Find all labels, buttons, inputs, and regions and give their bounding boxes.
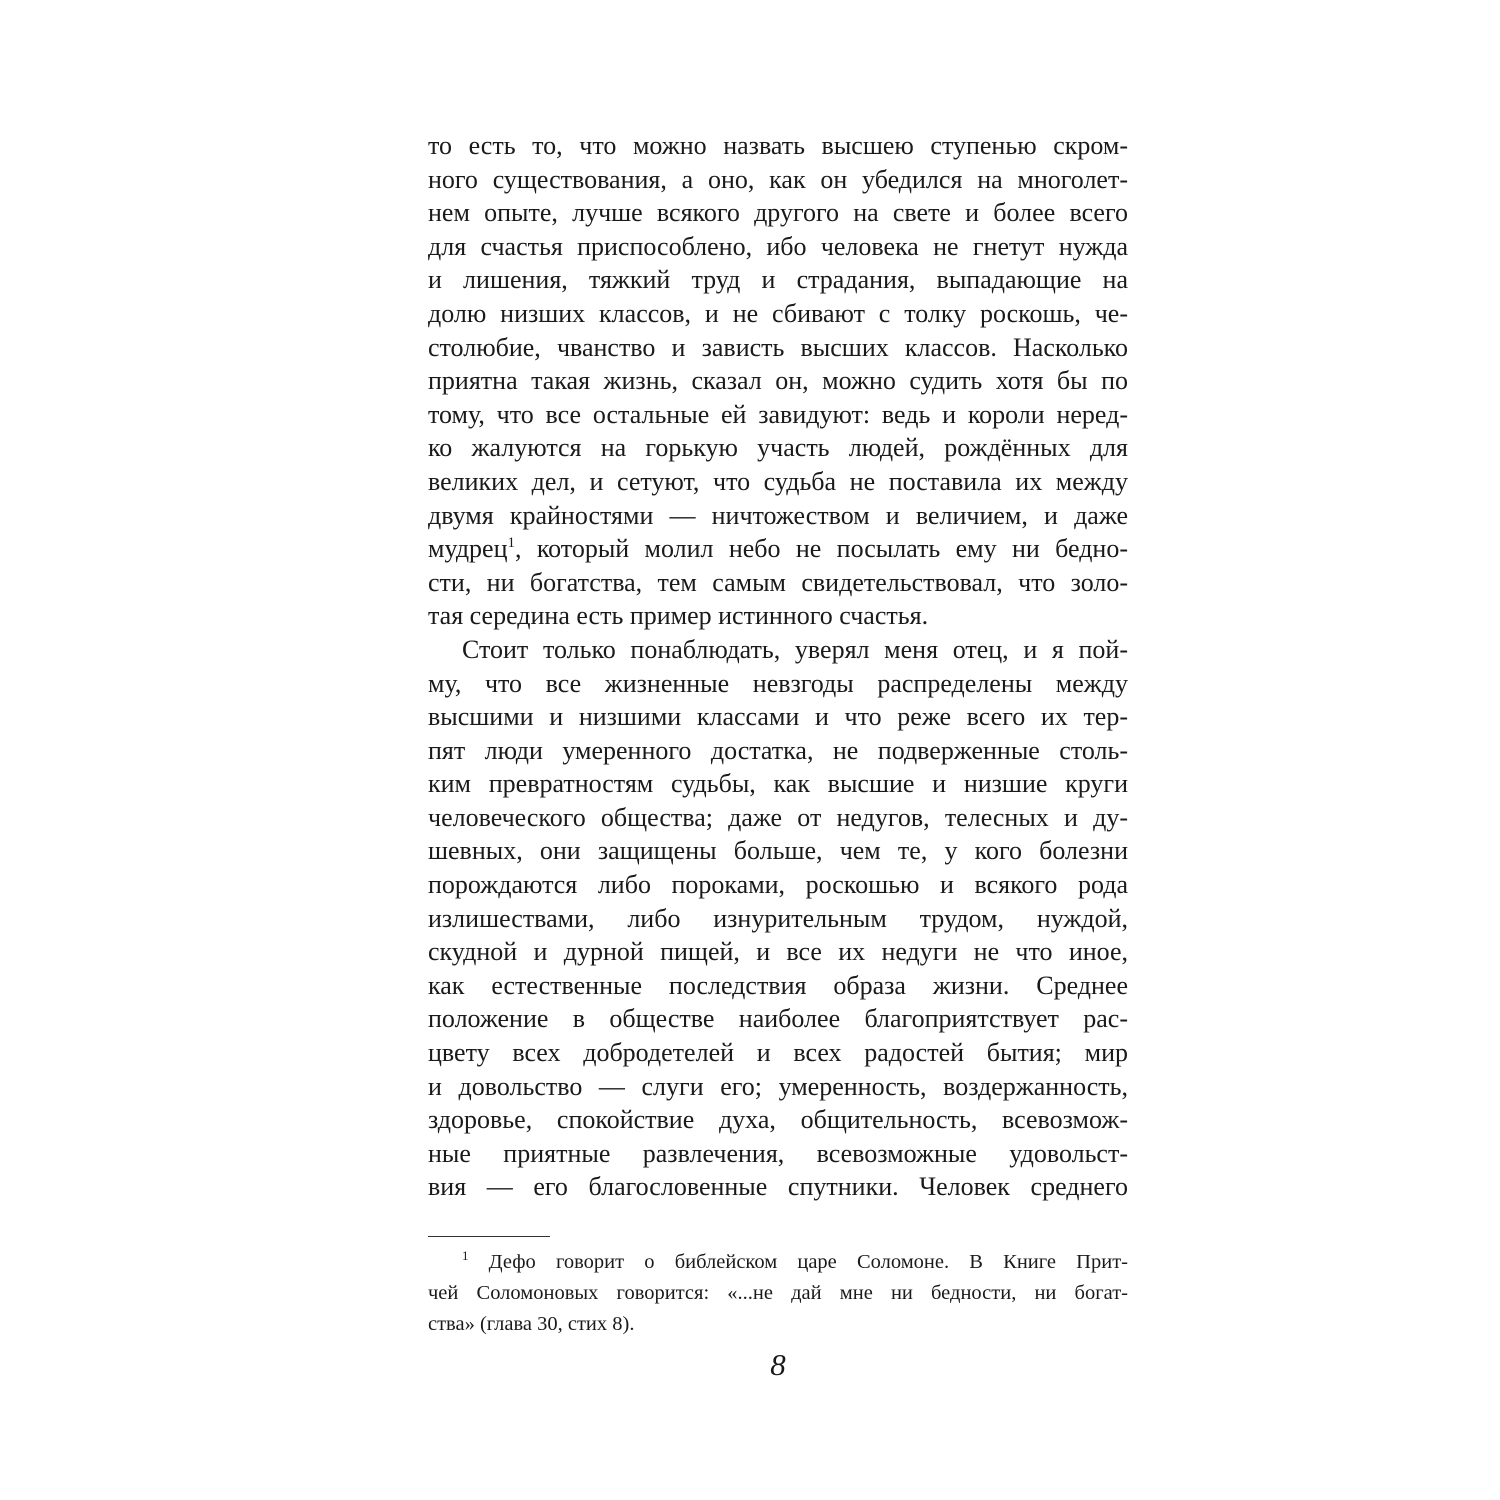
text-line: му, что все жизненные невзгоды распределены между — [428, 668, 1128, 698]
text-line: как естественные последствия образа жизни. Среднее — [428, 970, 1128, 1000]
page-number: 8 — [770, 1347, 786, 1382]
text-line: долю низших классов, и не сбивают с толку роскошь, че- — [428, 298, 1128, 328]
text-line: порождаются либо пороками, роскошью и всякого рода — [428, 870, 1128, 900]
text-line: нем опыте, лучше всякого другого на свете и более всего — [428, 198, 1128, 228]
footnote-line: ства» (глава 30, стих 8). — [428, 1313, 635, 1335]
footnote-text: Дефо говорит о библейском царе Соломоне. В Книге Прит- — [468, 1251, 1128, 1273]
text-line: и довольство — слуги его; умеренность, воздержанность, — [428, 1071, 1128, 1101]
text-line: сти, ни богатства, тем самым свидетельствовал, что золо- — [428, 567, 1128, 597]
text-line-with-footnote — [428, 532, 1128, 566]
text-line: и лишения, тяжкий труд и страдания, выпадающие на — [428, 265, 1128, 295]
main-text — [428, 129, 1128, 1204]
footnote-line — [428, 1247, 1128, 1278]
text-line: ного существования, а оно, как он убедился на многолет- — [428, 164, 1128, 194]
text-line: положение в обществе наиболее благоприятствует рас- — [428, 1004, 1128, 1034]
text-line: ко жалуются на горькую участь людей, рождённых для — [428, 433, 1128, 463]
text-line: двумя крайностями — ничтожеством и величием, и даже — [428, 500, 1128, 530]
text-line: вия — его благословенные спутники. Человек среднего — [428, 1172, 1128, 1202]
text-line: шевных, они защищены больше, чем те, у кого болезни — [428, 836, 1128, 866]
footnotes — [428, 1247, 1128, 1340]
text-line: ким превратностям судьбы, как высшие и низшие круги — [428, 769, 1128, 799]
text-line: пят люди умеренного достатка, не подверженные столь- — [428, 735, 1128, 765]
text-line: излишествами, либо изнурительным трудом, нуждой, — [428, 903, 1128, 933]
footnote-reference[interactable]: 1 — [507, 535, 515, 552]
text-line: столюбие, чванство и зависть высших классов. Насколько — [428, 332, 1128, 362]
text-line: то есть то, что можно назвать высшею ступенью скром- — [428, 131, 1128, 160]
paragraph-start-line: Стоит только понаблюдать, уверял меня отец, и я пой- — [462, 634, 1128, 664]
footnote-anchor-word: мудрец — [428, 534, 508, 564]
text-line: приятна такая жизнь, сказал он, можно судить хотя бы по — [428, 366, 1128, 396]
footnote-line: чей Соломоновых говорится: «...не дай мне ни бедности, ни богат- — [428, 1282, 1128, 1304]
text-line: скудной и дурной пищей, и все их недуги не что иное, — [428, 937, 1128, 967]
text-line: высшими и низшими классами и что реже всего их тер- — [428, 702, 1128, 732]
footnote-number: 1 — [462, 1248, 469, 1263]
footnote-separator — [428, 1236, 550, 1237]
text-line: человеческого общества; даже от недугов, телесных и ду- — [428, 802, 1128, 832]
paragraph-end-line: тая середина есть пример истинного счастья. — [428, 601, 929, 631]
text-line: здоровье, спокойствие духа, общительность, всевозмож- — [428, 1105, 1128, 1135]
text-line: великих дел, и сетуют, что судьба не поставила их между — [428, 466, 1128, 496]
text-line-continuation: , который молил небо не посылать ему ни бедно- — [515, 534, 1128, 564]
text-line: цвету всех добродетелей и всех радостей бытия; мир — [428, 1038, 1128, 1068]
text-line: для счастья приспособлено, ибо человека не гнетут нужда — [428, 231, 1128, 261]
text-line: тому, что все остальные ей завидуют: ведь и короли неред- — [428, 399, 1128, 429]
text-line: ные приятные развлечения, всевозможные удовольст- — [428, 1138, 1128, 1168]
